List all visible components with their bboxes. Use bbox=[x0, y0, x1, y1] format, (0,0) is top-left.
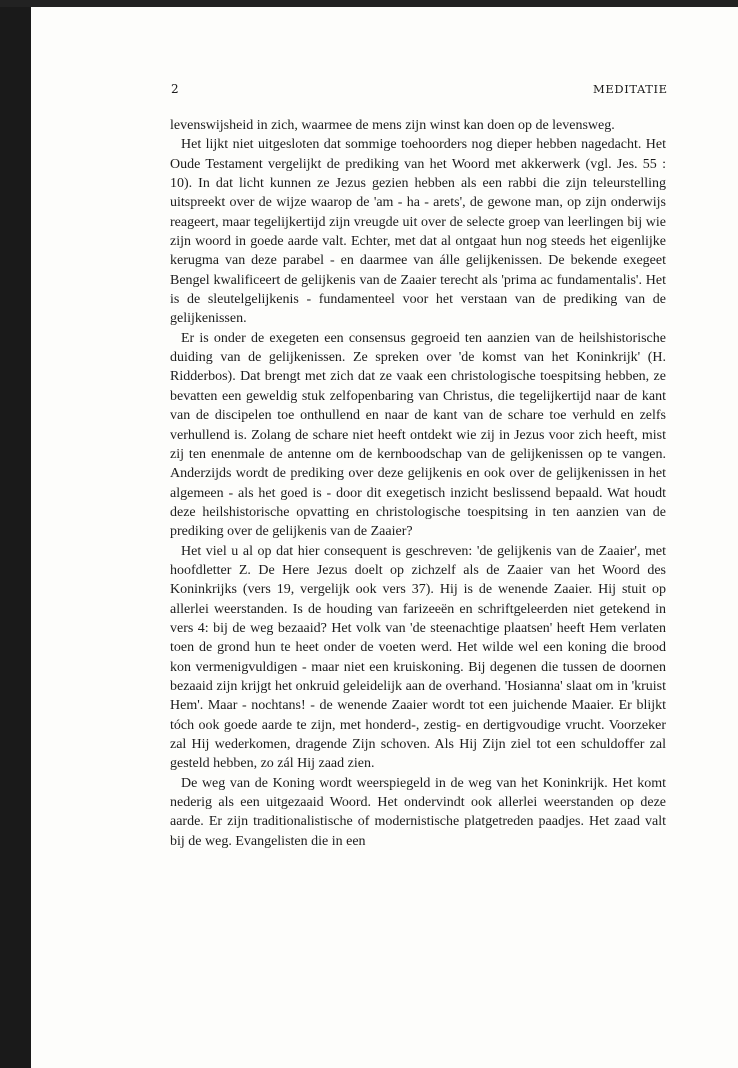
body-text bbox=[170, 116, 666, 851]
paragraph-1: levenswijsheid in zich, waarmee de mens zijn winst kan doen op de levensweg. bbox=[170, 118, 615, 133]
page-number: 2 bbox=[171, 82, 179, 96]
paragraph-5: De weg van de Koning wordt weerspiegeld in de weg van het Koninkrijk. Het komt nederig als een uitgezaaid Woord. Het ondervindt ook allerlei weerstanden op deze aarde. Er zijn traditionalistische of modernistische platgetreden paadjes. Het zaad valt bij de weg. Evangelisten die in een bbox=[170, 775, 666, 849]
paragraph-4: Het viel u al op dat hier consequent is geschreven: 'de gelijkenis van de Zaaier', met hoofdletter Z. De Here Jezus doelt op zichzelf als de Zaaier van het Woord des Koninkrijks (vers 19, vergelijk ook vers 37). Hij is de wenende Zaaier. Hij stuit op allerlei weerstanden. Is de houding van farizeeën en schriftgeleerden niet getekend in vers 4: bij de weg bezaaid? Het volk van 'de steenachtige plaatsen' heeft Hem verlaten toen de grond hun te heet onder de voeten werd. Het wilde wel een koning die brood kon vermenigvuldigen - maar niet een kruiskoning. Bij degenen die tussen de doornen bezaaid zijn krijgt het onkruid geleidelijk aan de overhand. 'Hosianna' slaat om in 'kruist Hem'. Maar - nochtans! - de wenende Zaaier wordt tot een juichende Maaier. Er blijkt tóch ook goede aarde te zijn, met honderd-, zestig- en dertigvoudige vrucht. Voorzeker zal Hij wederkomen, dragende Zijn schoven. Als Hij Zijn ziel tot een schuldoffer zal gesteld hebben, zo zál Hij zaad zien. bbox=[170, 543, 666, 772]
scan-edge-left bbox=[0, 0, 31, 1068]
running-head: MEDITATIE bbox=[593, 82, 668, 96]
paragraph-2: Het lijkt niet uitgesloten dat sommige toehoorders nog dieper hebben nagedacht. Het Oude Testament vergelijkt de prediking van het Woord met akkerwerk (vgl. Jes. 55 : 10). In dat licht kunnen ze Jezus gezien hebben als een rabbi die zijn teleurstelling uitspreekt over de wijze waarop de 'am - ha - arets', de gewone man, op zijn onderwijs reageert, maar tegelijkertijd zijn vreugde uit over de selecte groep van leerlingen bij wie zijn woord in goede aarde valt. Echter, met dat al ontgaat hun nog steeds het eigenlijke kerugma van deze parabel - en daarmee van álle gelijkenissen. De bekende exegeet Bengel kwalificeert de gelijkenis van de Zaaier terecht als 'prima ac fundamentalis'. Het is de sleutelgelijkenis - fundamenteel voor het verstaan van de prediking van de gelijkenissen. bbox=[170, 137, 666, 327]
scan-edge-top bbox=[0, 0, 738, 7]
paragraph-3: Er is onder de exegeten een consensus gegroeid ten aanzien van de heilshistorische duiding van de gelijkenissen. Ze spreken over 'de komst van het Koninkrijk' (H. Ridderbos). Dat brengt met zich dat ze vaak een christologische toespitsing hebben, ze bevatten een geweldig stuk zelfopenbaring van Christus, die tegelijkertijd naar de kant van de discipelen toe onthullend en naar de kant van de schare toe verhuld en zelfs verhullend is. Zolang de schare niet heeft ontdekt wie zij in Jezus voor zich heeft, mist zij ten enenmale de antenne om de kernboodschap van de gelijkenissen op te vangen. Anderzijds wordt de prediking over deze gelijkenis en ook over de gelijkenissen in het algemeen - als het goed is - door dit exegetisch inzicht beslissend bepaald. Wat houdt deze heilshistorische opvatting en christologische toespitsing in ten aanzien van de prediking over de gelijkenis van de Zaaier? bbox=[170, 330, 666, 540]
